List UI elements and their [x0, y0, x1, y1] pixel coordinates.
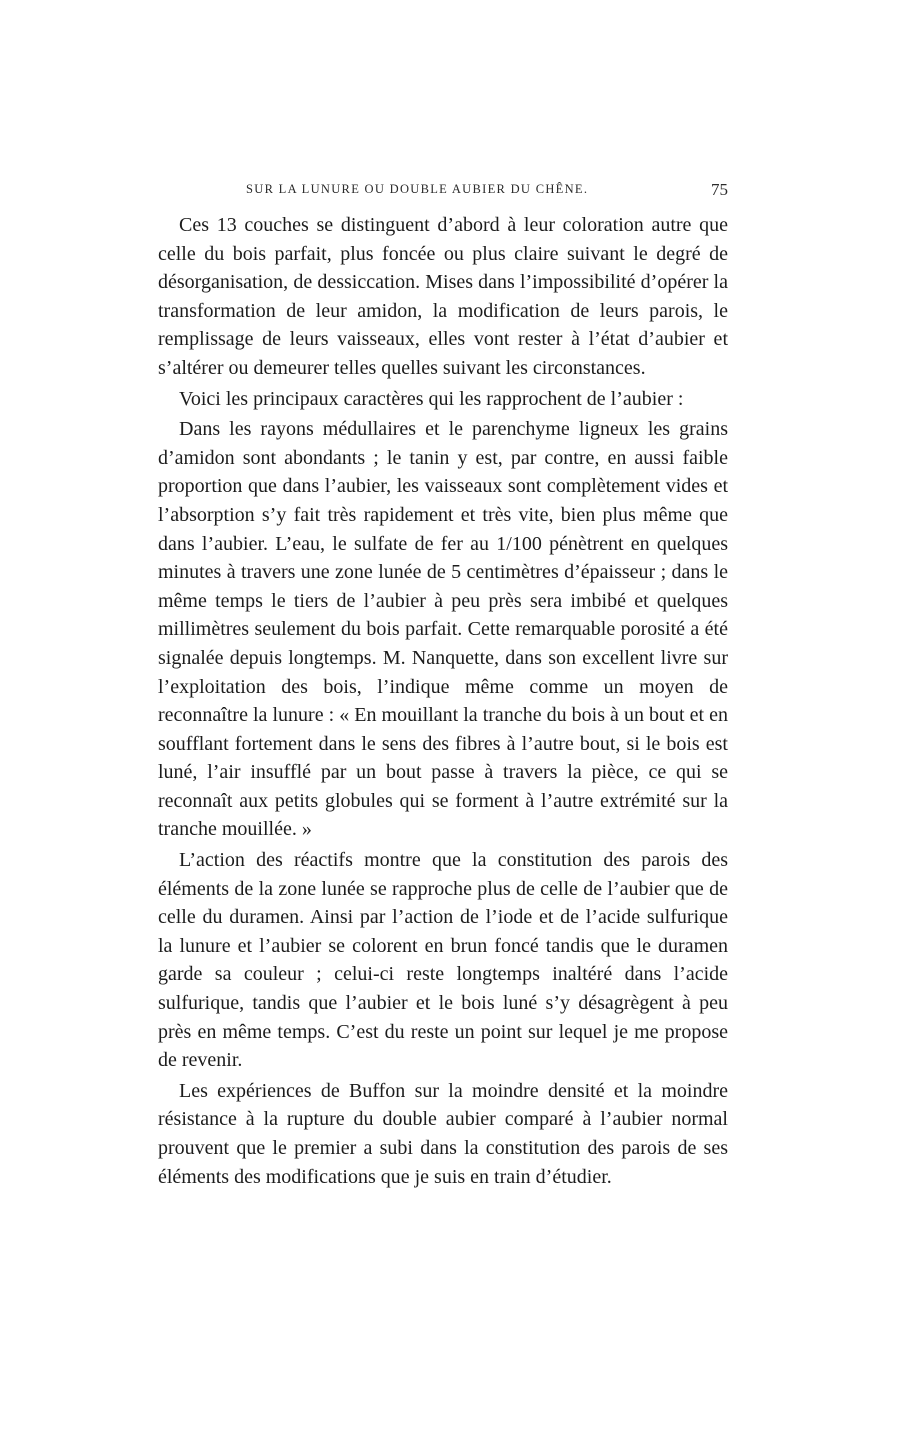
- body-text: [158, 211, 728, 1191]
- paragraph: Dans les rayons médullaires et le parenchyme ligneux les grains d’amidon sont abondants ; le tanin y est, par contre, en aussi faible proportion que dans l’aubier, les vaisseaux sont complètement vides et l’absorption s’y fait très rapidement et très vite, bien plus même que dans l’aubier. L’eau, le sulfate de fer au 1/100 pénètrent en quelques minutes à travers une zone lunée de 5 centimètres d’épaisseur ; dans le même temps le tiers de l’aubier à peu près sera imbibé et quelques millimètres seulement du bois parfait. Cette remarquable porosité a été signalée depuis longtemps. M. Nanquette, dans son excellent livre sur l’exploitation des bois, l’indique même comme un moyen de reconnaître la lunure : « En mouillant la tranche du bois à un bout et en soufflant fortement dans le sens des fibres à l’autre bout, si le bois est luné, l’air insufflé par un bout passe à travers la pièce, ce qui se reconnaît aux petits globules qui se forment à l’autre extrémité sur la tranche mouillée. »: [158, 418, 728, 841]
- paragraph: Ces 13 couches se distinguent d’abord à leur coloration autre que celle du bois parfait, plus foncée ou plus claire suivant le degré de désorganisation, de dessiccation. Mises dans l’impossibilité d’opérer la transformation de leur amidon, la modification de leurs parois, le remplissage de leurs vaisseaux, elles vont rester à l’état d’aubier et s’altérer ou demeurer telles quelles suivant les circonstances.: [158, 214, 728, 379]
- running-title: SUR LA LUNURE OU DOUBLE AUBIER DU CHÊNE.: [246, 182, 589, 196]
- page-number: 75: [711, 180, 728, 199]
- paragraph: Voici les principaux caractères qui les rapprochent de l’aubier :: [179, 387, 684, 410]
- paragraph: Les expériences de Buffon sur la moindre densité et la moindre résistance à la rupture du double aubier comparé à l’aubier normal prouvent que le premier a subi dans la constitution des parois de ses éléments des modifications que je suis en train d’étudier.: [158, 1079, 728, 1188]
- page-header: [158, 180, 728, 206]
- paragraph: L’action des réactifs montre que la constitution des parois des éléments de la zone lunée se rapproche plus de celle de l’aubier que de celle du duramen. Ainsi par l’action de l’iode et de l’acide sulfurique la lunure et l’aubier se colorent en brun foncé tandis que le duramen garde sa couleur ; celui-ci reste longtemps inaltéré dans l’acide sulfurique, tandis que l’aubier et le bois luné s’y désagrègent à peu près en même temps. C’est du reste un point sur lequel je me propose de revenir.: [158, 849, 728, 1072]
